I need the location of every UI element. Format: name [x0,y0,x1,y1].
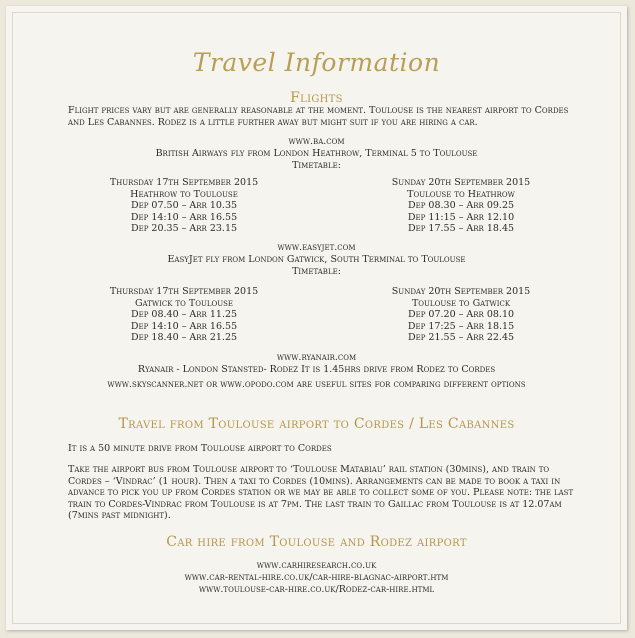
transfer-directions: Take the airport bus from Toulouse airport to ‘Toulouse Matabiau’ rail station (30mins), and train to Cordes – ‘Vindrac’ (1 hour). Then a taxi to Cordes (10mins). Arrangements can be made to book a taxi in advance to pick you up from Cordes station or we may be able to collect some of you. Please note: the last train to Cordes-Vindrac from Toulouse is at 7pm. The last train to Gaillac from Toulouse is at 12.07am (7mins past midnight). [68,464,574,521]
easyjet-outbound-date: Thursday 17th September 2015 [109,286,259,297]
transfer-drive-time: It is a 50 minute drive from Toulouse airport to Cordes [68,443,332,454]
ba-outbound-time: Dep 14:10 – Arr 16.55 [130,211,238,223]
ba-return-time: Dep 11:15 – Arr 12.10 [407,211,515,223]
transfer-heading: Travel from Toulouse airport to Cordes / Les Cabannes [118,416,515,432]
ba-return-time: Dep 17.55 – Arr 18.45 [407,223,515,234]
carhire-link[interactable]: www.toulouse-car-hire.co.uk/Rodez-car-hire.html [198,584,435,595]
ba-url[interactable]: www.ba.com [288,136,345,147]
comparison-sites: www.skyscanner.net or www.opodo.com are useful sites for comparing different options [107,379,526,390]
easyjet-outbound [84,286,284,344]
easyjet-return-route: Toulouse to Gatwick [411,297,511,309]
ba-timetable-label: Timetable: [292,160,341,171]
easyjet-return-date: Sunday 20th September 2015 [391,286,531,297]
carhire-link[interactable]: www.carhiresearch.co.uk [256,560,377,571]
flights-heading: Flights [290,90,343,106]
ba-outbound-time: Dep 07.50 – Arr 10.35 [130,200,238,211]
ba-return-route: Toulouse to Heathrow [407,188,515,200]
easyjet-return-time: Dep 21.55 – Arr 22.45 [407,332,515,343]
ba-return-time: Dep 08.30 – Arr 09.25 [407,200,515,211]
invitation-card [6,6,627,630]
easyjet-description: EasyJet fly from London Gatwick, South Terminal to Toulouse [167,254,466,265]
easyjet-outbound-time: Dep 18.40 – Arr 21.25 [130,332,238,343]
easyjet-url[interactable]: www.easyjet.com [277,242,356,253]
easyjet-return-time: Dep 07.20 – Arr 08.10 [407,309,515,320]
ba-outbound-route: Heathrow to Toulouse [130,188,238,200]
easyjet-outbound-time: Dep 08.40 – Arr 11.25 [130,309,238,320]
page-title: Travel Information [192,48,441,77]
carhire-heading: Car hire from Toulouse and Rodez airport [166,534,467,550]
ryanair-description: Ryanair - London Stansted- Rodez It is 1.45hrs drive from Rodez to Cordes [137,364,496,375]
ba-description: British Airways fly from London Heathrow, Terminal 5 to Toulouse [155,148,478,159]
ryanair-url[interactable]: www.ryanair.com [276,352,357,363]
easyjet-outbound-time: Dep 14:10 – Arr 16.55 [130,320,238,332]
easyjet-return-time: Dep 17:25 – Arr 18.15 [407,320,515,332]
ba-outbound-date: Thursday 17th September 2015 [109,177,259,188]
easyjet-timetable-label: Timetable: [292,266,341,277]
flights-intro: Flight prices vary but are generally reasonable at the moment. Toulouse is the nearest airport to Cordes and Les Cabannes. Rodez is a little further away but might suit if you are hiring a car. [68,105,569,128]
ba-outbound [84,177,284,235]
carhire-link[interactable]: www.car-rental-hire.co.uk/car-hire-blagnac-airport.htm [184,572,449,583]
easyjet-return [361,286,561,344]
ba-outbound-time: Dep 20.35 – Arr 23.15 [130,223,238,234]
ba-return [361,177,561,235]
easyjet-outbound-route: Gatwick to Toulouse [134,297,234,309]
ba-return-date: Sunday 20th September 2015 [391,177,531,188]
